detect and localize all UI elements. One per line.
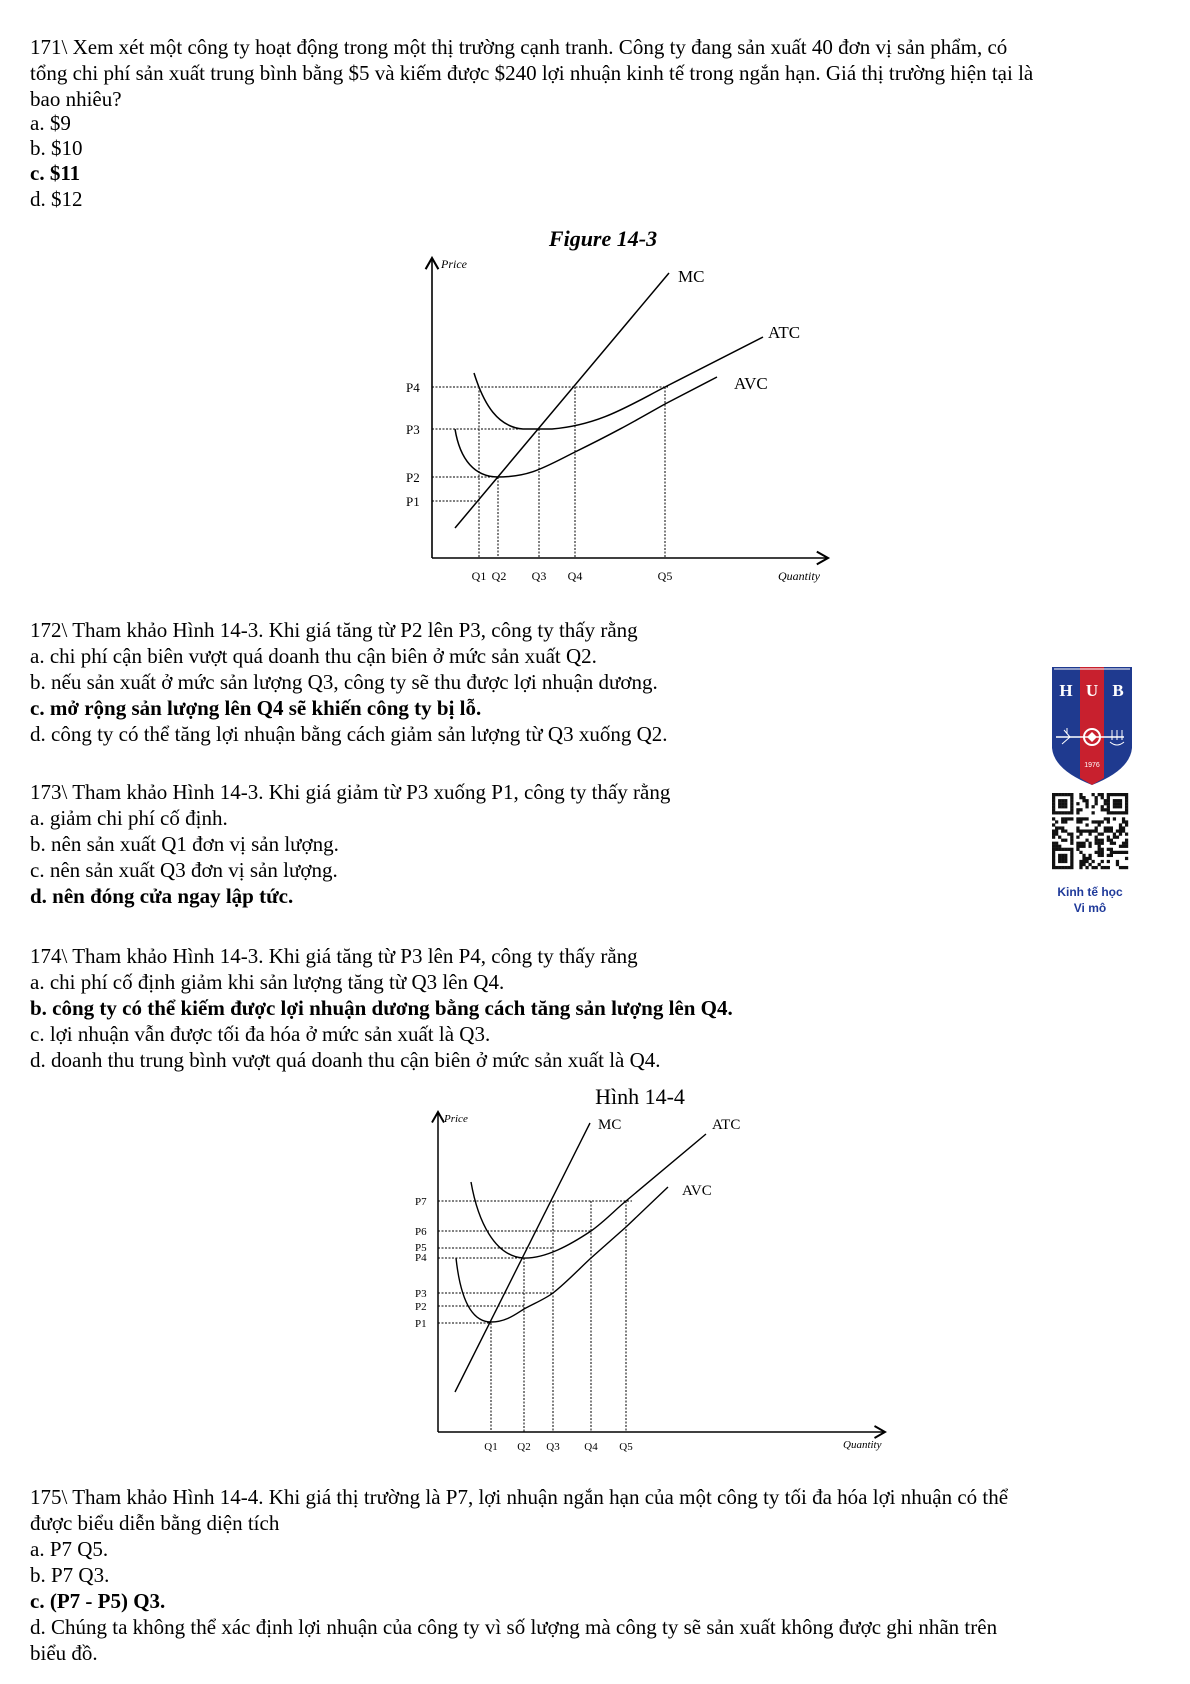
option-d: d. doanh thu trung bình vượt quá doanh thu cận biên ở mức sản xuất là Q4. (30, 1048, 661, 1072)
option-c-correct: c. $11 (30, 161, 81, 185)
option-c: c. nên sản xuất Q3 đơn vị sản lượng. (30, 858, 338, 882)
course-title-line1: Kinh tế học (1057, 885, 1123, 899)
tick-p7: P7 (415, 1196, 427, 1208)
option-c: c. lợi nhuận vẫn được tối đa hóa ở mức sản xuất là Q3. (30, 1022, 491, 1046)
tick-q2: Q2 (491, 569, 507, 583)
figure-14-4-title: Hình 14-4 (595, 1084, 685, 1109)
question-text: 175\ Tham khảo Hình 14-4. Khi giá thị trường là P7, lợi nhuận ngắn hạn của một công ty tối đa hóa lợi nhuận có thể (30, 1485, 1009, 1509)
tick-q3: Q3 (531, 569, 547, 583)
option-c-correct: c. mở rộng sản lượng lên Q4 sẽ khiến công ty bị lỗ. (30, 696, 482, 720)
tick-q4: Q4 (584, 1441, 598, 1453)
option-b: b. nên sản xuất Q1 đơn vị sản lượng. (30, 832, 339, 856)
option-b: b. $10 (30, 136, 83, 160)
question-text: 174\ Tham khảo Hình 14-3. Khi giá tăng từ P3 lên P4, công ty thấy rằng (30, 944, 638, 968)
question-text: 173\ Tham khảo Hình 14-3. Khi giá giảm từ P3 xuống P1, công ty thấy rằng (30, 780, 671, 804)
y-axis-label: Price (441, 257, 467, 271)
tick-p1: P1 (415, 1318, 427, 1330)
option-d-continued: biểu đồ. (30, 1641, 98, 1665)
svg-text:U: U (1085, 681, 1099, 700)
tick-p4: P4 (415, 1252, 427, 1264)
option-d: d. Chúng ta không thể xác định lợi nhuận của công ty vì số lượng mà công ty sẽ sản xuất không được ghi nhãn trên (30, 1615, 998, 1639)
option-b-correct: b. công ty có thể kiếm được lợi nhuận dương bằng cách tăng sản lượng lên Q4. (30, 996, 733, 1020)
tick-q2: Q2 (517, 1441, 531, 1453)
tick-q4: Q4 (567, 569, 583, 583)
question-text: 172\ Tham khảo Hình 14-3. Khi giá tăng từ P2 lên P3, công ty thấy rằng (30, 618, 638, 642)
option-a: a. giảm chi phí cố định. (30, 806, 228, 830)
svg-text:B: B (1112, 681, 1124, 700)
option-a: a. chi phí cận biên vượt quá doanh thu cận biên ở mức sản xuất Q2. (30, 644, 597, 668)
tick-q1: Q1 (471, 569, 487, 583)
avc-label: AVC (734, 374, 768, 393)
tick-q5: Q5 (657, 569, 673, 583)
figure-14-3-title: Figure 14-3 (548, 226, 658, 251)
svg-text:H: H (1059, 681, 1073, 700)
tick-p4: P4 (406, 380, 420, 395)
qr-code-icon (1052, 793, 1128, 869)
tick-p1: P1 (406, 494, 420, 509)
atc-label: ATC (768, 323, 801, 342)
option-d: d. công ty có thể tăng lợi nhuận bằng cách giảm sản lượng từ Q3 xuống Q2. (30, 722, 668, 746)
option-a: a. chi phí cố định giảm khi sản lượng tăng từ Q3 lên Q4. (30, 970, 505, 994)
x-axis-label: Quantity (843, 1439, 882, 1451)
question-text: 171\ Xem xét một công ty hoạt động trong một thị trường cạnh tranh. Công ty đang sản xuất 40 đơn vị sản phẩm, có (30, 35, 1008, 59)
mc-label: MC (598, 1117, 622, 1133)
tick-p2: P2 (415, 1301, 427, 1313)
question-text: bao nhiêu? (30, 87, 122, 111)
tick-p2: P2 (406, 470, 420, 485)
question-text: được biểu diễn bằng diện tích (30, 1511, 280, 1535)
tick-p6: P6 (415, 1226, 427, 1238)
tick-p5: P5 (415, 1242, 427, 1254)
option-b: b. P7 Q3. (30, 1563, 110, 1587)
tick-q5: Q5 (619, 1441, 633, 1453)
tick-p3: P3 (406, 422, 420, 437)
option-b: b. nếu sản xuất ở mức sản lượng Q3, công ty sẽ thu được lợi nhuận dương. (30, 670, 658, 694)
option-d-correct: d. nên đóng cửa ngay lập tức. (30, 884, 294, 908)
y-axis-label: Price (444, 1113, 468, 1125)
tick-q3: Q3 (546, 1441, 560, 1453)
option-a: a. P7 Q5. (30, 1537, 109, 1561)
mc-label: MC (678, 267, 705, 286)
tick-q1: Q1 (484, 1441, 498, 1453)
logo-year: 1976 (1084, 762, 1100, 769)
atc-label: ATC (712, 1117, 741, 1133)
option-a: a. $9 (30, 111, 71, 135)
option-d: d. $12 (30, 187, 83, 211)
avc-label: AVC (682, 1183, 712, 1199)
option-c-correct: c. (P7 - P5) Q3. (30, 1589, 166, 1613)
tick-p3: P3 (415, 1288, 427, 1300)
x-axis-label: Quantity (778, 569, 820, 583)
course-title-line2: Vi mô (1073, 901, 1107, 915)
question-text: tổng chi phí sản xuất trung bình bằng $5 và kiếm được $240 lợi nhuận kinh tế trong ngắn hạn. Giá thị trường hiện tại là (30, 61, 1034, 85)
